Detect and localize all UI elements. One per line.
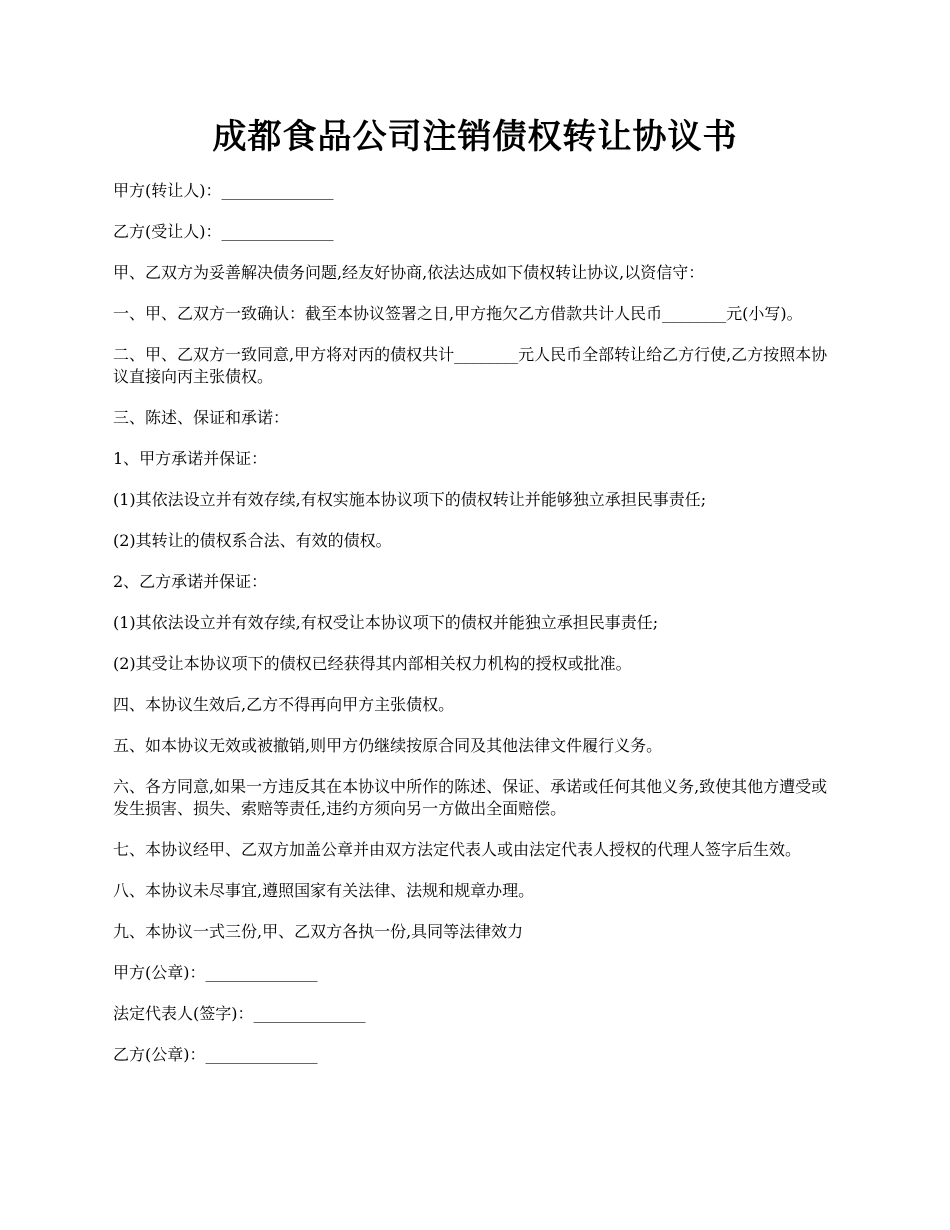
- document-title: 成都食品公司注销债权转让协议书: [212, 117, 738, 157]
- clause-2-paragraph: 二、甲、乙双方一致同意,甲方将对丙的债权共计________元人民币全部转让给乙方行使,乙方按照本协议直接向丙主张债权。: [113, 345, 828, 386]
- party-b-line: 乙方(受让人)：______________: [113, 222, 334, 241]
- clause-6-paragraph: 六、各方同意,如果一方违反其在本协议中所作的陈述、保证、承诺或任何其他义务,致使其他方遭受或发生损害、损失、索赔等责任,违约方须向另一方做出全面赔偿。: [113, 777, 828, 818]
- clause-7-paragraph: 七、本协议经甲、乙双方加盖公章并由双方法定代表人或由法定代表人授权的代理人签字后生效。: [113, 840, 802, 859]
- legal-representative-signature-line: 法定代表人(签字)：______________: [113, 1004, 366, 1023]
- clause-3-2-item-1: (1)其依法设立并有效存续,有权受让本协议项下的债权并能独立承担民事责任;: [113, 613, 659, 632]
- clause-3-heading: 三、陈述、保证和承诺：: [113, 408, 290, 427]
- party-a-seal-line: 甲方(公章)：______________: [113, 963, 318, 982]
- clause-1-paragraph: 一、甲、乙双方一致确认：截至本协议签署之日,甲方拖欠乙方借款共计人民币________元(小写)。: [113, 304, 803, 323]
- clause-5-paragraph: 五、如本协议无效或被撤销,则甲方仍继续按原合同及其他法律文件履行义务。: [113, 736, 663, 755]
- clause-3-2-heading: 2、乙方承诺并保证：: [113, 572, 268, 591]
- clause-3-1-item-2: (2)其转让的债权系合法、有效的债权。: [113, 531, 392, 550]
- clause-3-1-item-1: (1)其依法设立并有效存续,有权实施本协议项下的债权转让并能够独立承担民事责任;: [113, 490, 707, 509]
- preamble-paragraph: 甲、乙双方为妥善解决债务问题,经友好协商,依法达成如下债权转让协议,以资信守：: [113, 263, 705, 282]
- clause-9-paragraph: 九、本协议一式三份,甲、乙双方各执一份,具同等法律效力: [113, 922, 524, 941]
- clause-8-paragraph: 八、本协议未尽事宜,遵照国家有关法律、法规和规章办理。: [113, 881, 535, 900]
- clause-4-paragraph: 四、本协议生效后,乙方不得再向甲方主张债权。: [113, 695, 455, 714]
- clause-3-2-item-2: (2)其受让本协议项下的债权已经获得其内部相关权力机构的授权或批准。: [113, 654, 632, 673]
- party-a-line: 甲方(转让人)：______________: [113, 181, 334, 200]
- clause-3-1-heading: 1、甲方承诺并保证：: [113, 449, 268, 468]
- document-body: [113, 180, 843, 1085]
- party-b-seal-line: 乙方(公章)：______________: [113, 1045, 318, 1064]
